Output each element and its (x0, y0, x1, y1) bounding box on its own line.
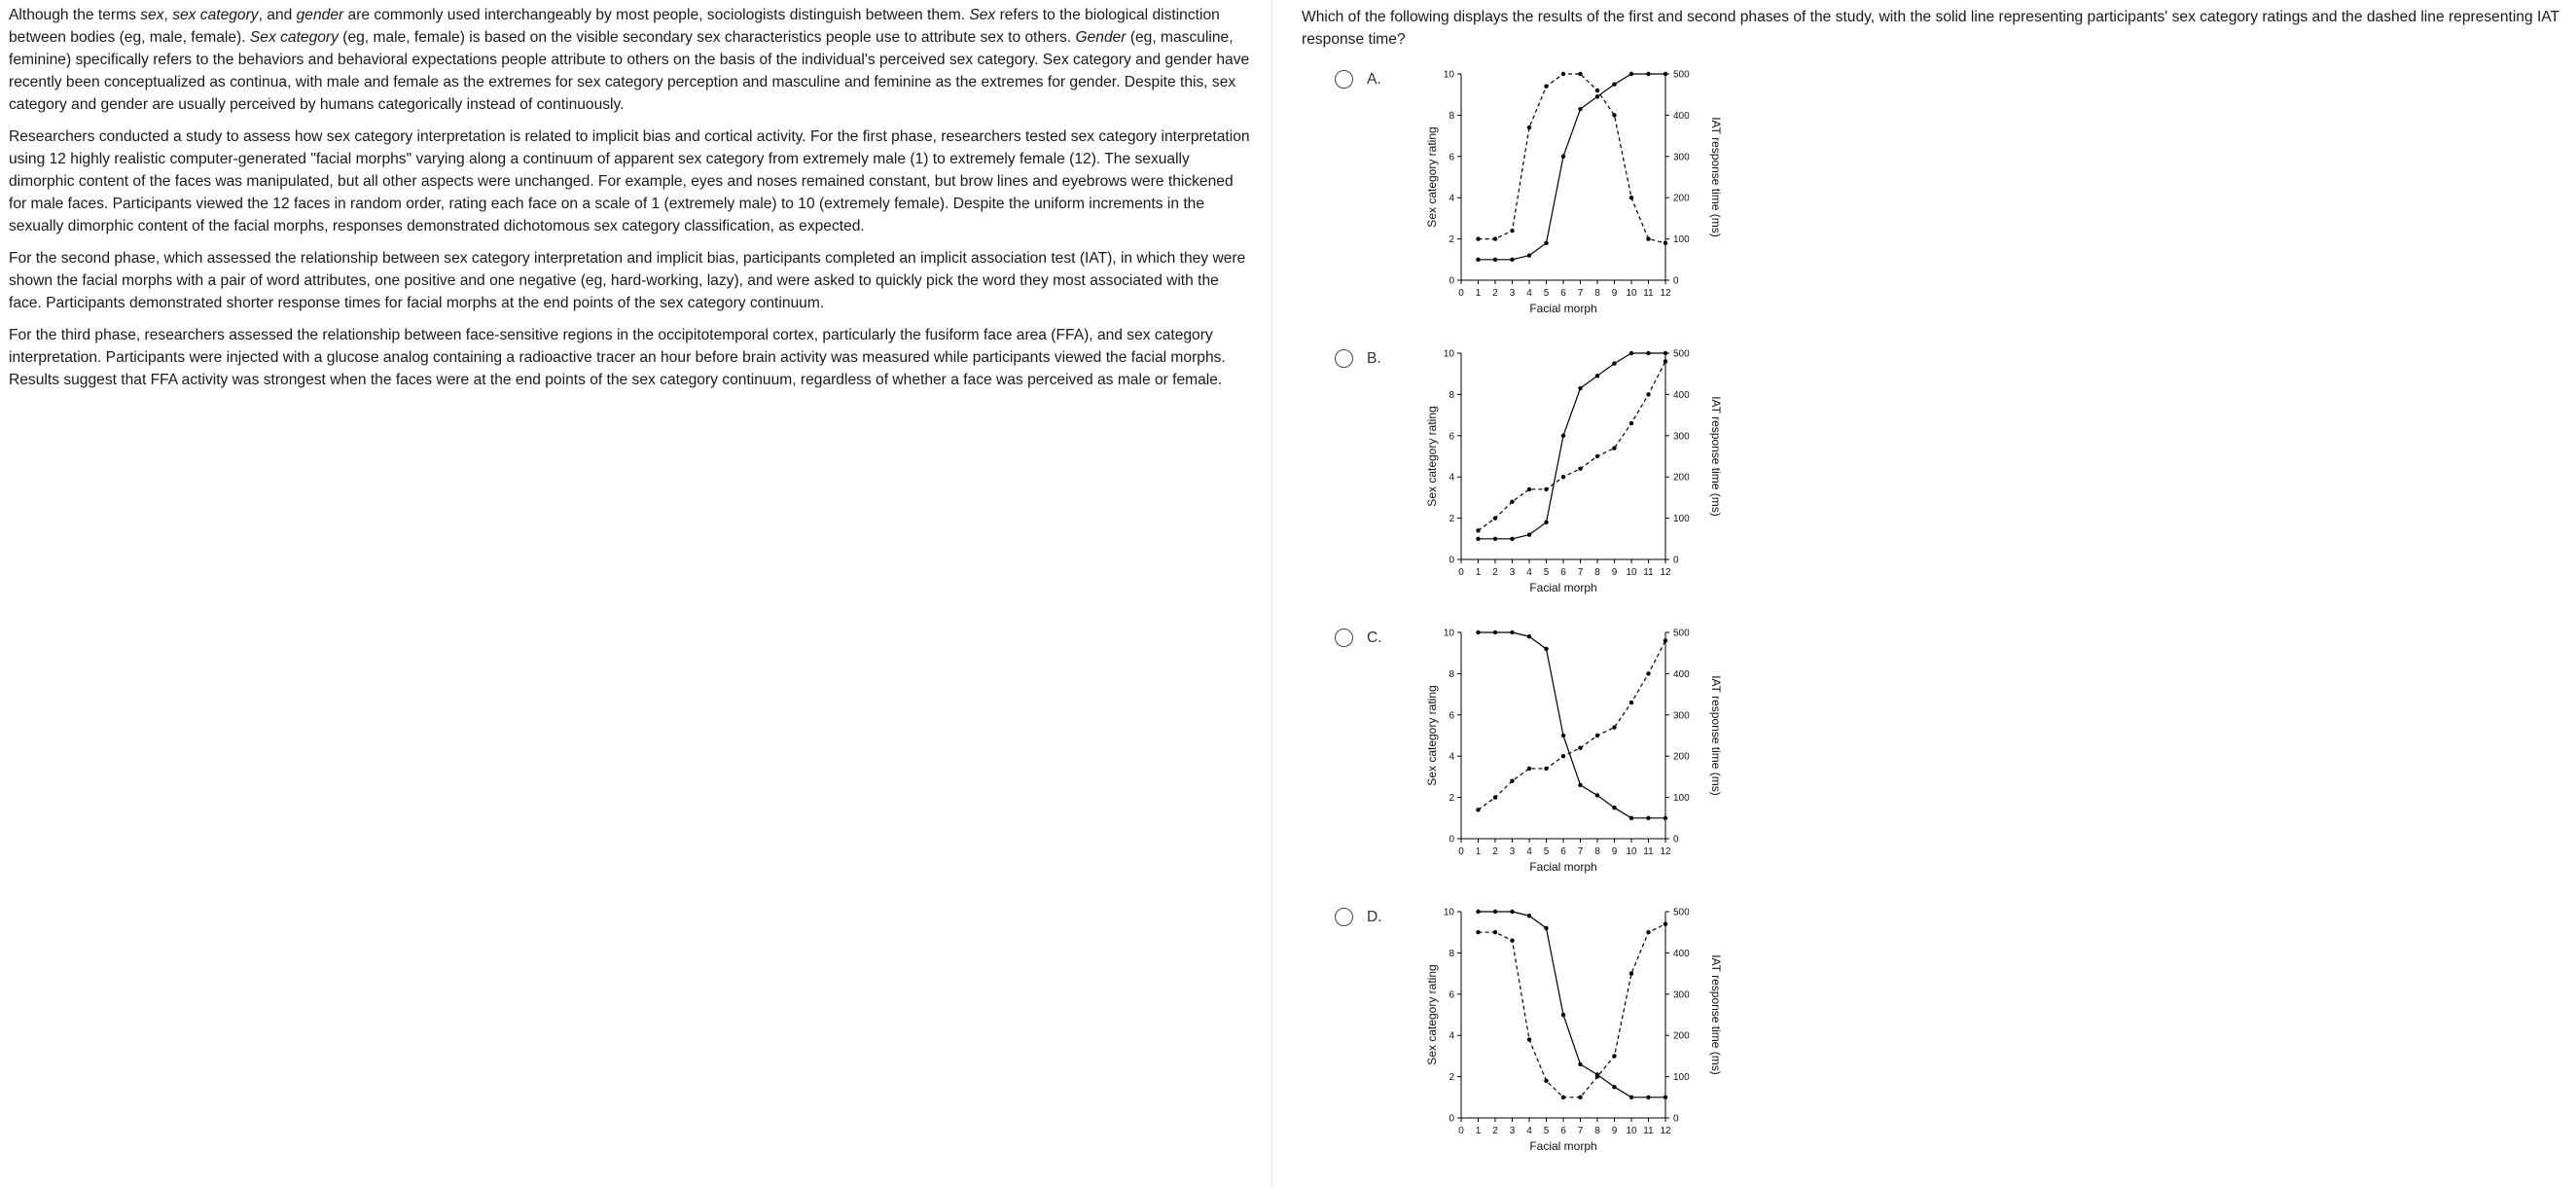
text-run: , (163, 7, 173, 23)
solid-series-point (1527, 914, 1531, 917)
y2-tick-label: 0 (1673, 834, 1679, 845)
x-tick-label: 7 (1577, 846, 1584, 857)
solid-series-point (1664, 351, 1667, 355)
solid-series-point (1510, 910, 1514, 914)
y2-tick-label: 500 (1673, 908, 1690, 918)
y2-tick-label: 100 (1673, 1072, 1690, 1084)
y-tick-label: 0 (1449, 834, 1454, 845)
dashed-series-point (1544, 767, 1548, 771)
dashed-series-point (1476, 528, 1480, 532)
x-tick-label: 4 (1526, 567, 1532, 578)
dashed-series-point (1544, 1079, 1548, 1083)
y-tick-label: 2 (1449, 514, 1454, 525)
passage-pane (0, 0, 1272, 1187)
dashed-series-point (1510, 778, 1514, 782)
dashed-series-point (1646, 930, 1650, 934)
solid-series-point (1527, 532, 1531, 536)
answer-option-b[interactable] (1302, 349, 2576, 629)
dashed-series-point (1612, 113, 1616, 117)
radio-button-d[interactable] (1335, 908, 1353, 926)
x-tick-label: 10 (1626, 846, 1637, 857)
text-run: , and (258, 7, 297, 23)
x-tick-label: 9 (1611, 846, 1618, 857)
y2-tick-label: 300 (1673, 710, 1690, 722)
y2-tick-label: 200 (1673, 193, 1690, 204)
question-stem: Which of the following displays the results of the first and second phases of the study, with the solid line representing participants' sex category ratings and the dashed line representing IAT response time? (1302, 9, 2559, 48)
y2-axis-label: IAT response time (ms) (1709, 954, 1723, 1075)
solid-series-point (1510, 630, 1514, 634)
solid-series-point (1493, 258, 1497, 262)
solid-series-point (1527, 634, 1531, 638)
solid-series-point (1544, 647, 1548, 651)
y-tick-label: 6 (1449, 152, 1454, 163)
passage-paragraph-4: For the third phase, researchers assessed the relationship between face-sensitive regions in the occipitotemporal cortex, particularly the fusiform face area (FFA), and sex category interpretation. Participants were injected with a glucose analog containing a radioactive tracer an hour before brain activity was measured while participants viewed the facial morphs. Results suggest that FFA activity was strongest when the faces were at the end points of the sex category continuum, regardless of whether a face was perceived as male or female. (9, 327, 1226, 388)
dashed-series-point (1629, 971, 1633, 975)
dashed-series-point (1664, 638, 1667, 642)
x-tick-label: 10 (1626, 288, 1637, 299)
y-tick-label: 10 (1443, 908, 1454, 918)
x-tick-label: 2 (1492, 1126, 1498, 1136)
solid-series-point (1544, 241, 1548, 245)
y-axis-label: Sex category rating (1425, 964, 1439, 1065)
x-tick-label: 2 (1492, 288, 1498, 299)
solid-series-point (1612, 361, 1616, 365)
solid-series-point (1493, 537, 1497, 541)
text-run: are commonly used interchangeably by most people, sociologists distinguish between them. (343, 7, 970, 23)
solid-series-point (1646, 1096, 1650, 1099)
y2-tick-label: 200 (1673, 1030, 1690, 1042)
answer-option-c[interactable] (1302, 629, 2576, 908)
dashed-series-point (1493, 236, 1497, 240)
x-tick-label: 2 (1492, 846, 1498, 857)
dashed-series-line (1479, 361, 1666, 530)
dashed-series-point (1629, 421, 1633, 425)
y-axis-label: Sex category rating (1425, 685, 1439, 786)
y-tick-label: 2 (1449, 234, 1454, 246)
y-tick-label: 0 (1449, 1113, 1454, 1125)
dashed-series-point (1629, 196, 1633, 199)
x-tick-label: 4 (1526, 288, 1532, 299)
solid-series-point (1527, 253, 1531, 257)
y-axis-label: Sex category rating (1425, 126, 1439, 228)
x-tick-label: 3 (1509, 846, 1516, 857)
x-tick-label: 12 (1660, 1126, 1671, 1136)
chart-svg (1389, 349, 1730, 612)
solid-series-point (1561, 1013, 1565, 1017)
y2-tick-label: 400 (1673, 668, 1690, 680)
y2-tick-label: 500 (1673, 70, 1690, 81)
dashed-series-point (1476, 930, 1480, 934)
dashed-series-point (1510, 229, 1514, 233)
text-run: Although the terms (9, 7, 141, 23)
option-b-letter: B. (1367, 349, 1381, 367)
solid-series-point (1629, 351, 1633, 355)
x-tick-label: 11 (1643, 1126, 1654, 1136)
x-tick-label: 1 (1475, 1126, 1482, 1136)
dashed-series-point (1561, 754, 1565, 758)
dashed-series-point (1595, 454, 1599, 458)
x-tick-label: 5 (1543, 846, 1550, 857)
y2-axis-label: IAT response time (ms) (1709, 675, 1723, 796)
text-run: (eg, male, female) is based on the visible secondary sex characteristics people use to attribute sex to others. (338, 29, 1076, 46)
radio-button-c[interactable] (1335, 629, 1353, 647)
x-tick-label: 0 (1458, 846, 1464, 857)
x-tick-label: 11 (1643, 288, 1654, 299)
answer-option-a[interactable] (1302, 70, 2576, 349)
x-tick-label: 7 (1577, 1126, 1584, 1136)
solid-series-point (1561, 155, 1565, 159)
x-tick-label: 12 (1660, 288, 1671, 299)
option-d-letter: D. (1367, 908, 1382, 925)
y2-tick-label: 100 (1673, 234, 1690, 246)
solid-series-point (1629, 72, 1633, 76)
dashed-series-point (1561, 475, 1565, 479)
y2-tick-label: 0 (1673, 555, 1679, 566)
x-tick-label: 1 (1475, 288, 1482, 299)
x-tick-label: 3 (1509, 1126, 1516, 1136)
solid-series-point (1510, 537, 1514, 541)
solid-series-point (1612, 1085, 1616, 1089)
y-tick-label: 2 (1449, 793, 1454, 805)
x-tick-label: 7 (1577, 567, 1584, 578)
dashed-series-point (1646, 671, 1650, 675)
dashed-series-point (1561, 1096, 1565, 1099)
dashed-series-point (1493, 795, 1497, 799)
y2-tick-label: 500 (1673, 629, 1690, 639)
y2-tick-label: 400 (1673, 389, 1690, 401)
chart-d (1389, 908, 1730, 1170)
dashed-series-point (1629, 701, 1633, 704)
solid-series-point (1476, 910, 1480, 914)
solid-series-point (1476, 537, 1480, 541)
x-tick-label: 5 (1543, 288, 1550, 299)
dashed-series-point (1578, 467, 1582, 471)
solid-series-point (1595, 374, 1599, 378)
passage-paragraph-1 (9, 4, 1254, 116)
dashed-series-point (1476, 808, 1480, 811)
radio-button-a[interactable] (1335, 70, 1353, 89)
y-tick-label: 8 (1449, 389, 1454, 401)
solid-series-point (1595, 94, 1599, 98)
solid-series-point (1595, 793, 1599, 797)
solid-series-point (1612, 82, 1616, 86)
y-tick-label: 6 (1449, 989, 1454, 1001)
y-tick-label: 4 (1449, 1030, 1454, 1042)
emphasized-term: Sex category (249, 29, 339, 46)
x-tick-label: 7 (1577, 288, 1584, 299)
solid-series-point (1664, 1096, 1667, 1099)
y2-tick-label: 100 (1673, 793, 1690, 805)
x-tick-label: 12 (1660, 846, 1671, 857)
y-tick-label: 0 (1449, 555, 1454, 566)
solid-series-point (1561, 434, 1565, 438)
option-d-select[interactable] (1335, 908, 1382, 926)
chart-b (1389, 349, 1730, 612)
emphasized-term: Sex (969, 7, 996, 23)
solid-series-point (1646, 816, 1650, 820)
y-tick-label: 6 (1449, 710, 1454, 722)
x-tick-label: 11 (1643, 567, 1654, 578)
solid-series-point (1578, 1062, 1582, 1066)
dashed-series-point (1527, 1037, 1531, 1041)
y2-tick-label: 100 (1673, 514, 1690, 525)
y-tick-label: 4 (1449, 751, 1454, 763)
y2-axis-label: IAT response time (ms) (1709, 396, 1723, 517)
y-tick-label: 10 (1443, 349, 1454, 360)
dashed-series-point (1646, 236, 1650, 240)
chart-svg (1389, 908, 1730, 1170)
y2-tick-label: 300 (1673, 152, 1690, 163)
y-tick-label: 10 (1443, 70, 1454, 81)
solid-series-line (1479, 353, 1666, 539)
solid-series-point (1476, 630, 1480, 634)
dashed-series-point (1527, 126, 1531, 129)
y2-tick-label: 200 (1673, 472, 1690, 484)
x-tick-label: 1 (1475, 846, 1482, 857)
solid-series-point (1646, 72, 1650, 76)
x-tick-label: 0 (1458, 567, 1464, 578)
text-run: refers to the biological distinction between bodies (eg, male, female). (9, 7, 1220, 46)
y-tick-label: 6 (1449, 431, 1454, 443)
dashed-series-point (1612, 1054, 1616, 1058)
x-tick-label: 3 (1509, 288, 1516, 299)
emphasized-term: gender (296, 7, 344, 23)
y-tick-label: 8 (1449, 110, 1454, 122)
answer-option-d[interactable] (1302, 908, 2576, 1187)
x-tick-label: 8 (1594, 567, 1600, 578)
y-tick-label: 4 (1449, 472, 1454, 484)
x-axis-label: Facial morph (1529, 581, 1597, 594)
x-axis-label: Facial morph (1529, 860, 1597, 874)
x-tick-label: 4 (1526, 1126, 1532, 1136)
dashed-series-point (1493, 516, 1497, 520)
dashed-series-point (1578, 72, 1582, 76)
x-tick-label: 6 (1560, 1126, 1566, 1136)
x-tick-label: 2 (1492, 567, 1498, 578)
y-tick-label: 0 (1449, 275, 1454, 287)
solid-series-line (1479, 74, 1666, 260)
x-tick-label: 5 (1543, 567, 1550, 578)
dashed-series-point (1510, 499, 1514, 503)
x-tick-label: 1 (1475, 567, 1482, 578)
x-tick-label: 11 (1643, 846, 1654, 857)
x-tick-label: 6 (1560, 567, 1566, 578)
dashed-series-point (1527, 487, 1531, 491)
x-tick-label: 8 (1594, 1126, 1600, 1136)
y-tick-label: 8 (1449, 668, 1454, 680)
emphasized-term: sex (140, 7, 164, 23)
dashed-series-point (1493, 930, 1497, 934)
option-a-letter: A. (1367, 70, 1381, 88)
passage-paragraph-2: Researchers conducted a study to assess how sex category interpretation is related to implicit bias and cortical activity. For the first phase, researchers tested sex category interpretation using 12 highly realistic computer-generated "facial morphs" varying along a continuum of apparent sex category from extremely male (1) to extremely female (12). The sexually dimorphic content of the faces was manipulated, but all other aspects were unchanged. For example, eyes and noses remained constant, but brow lines and eyebrows were thickened for male faces. Participants viewed the 12 faces in random order, rating each face on a scale of 1 (extremely male) to 10 (extremely female). Despite the uniform increments in the sexually dimorphic content of the facial morphs, responses demonstrated dichotomous sex category classification, as expected. (9, 128, 1250, 234)
solid-series-point (1664, 72, 1667, 76)
x-tick-label: 3 (1509, 567, 1516, 578)
dashed-series-line (1479, 924, 1666, 1097)
dashed-series-point (1595, 1074, 1599, 1078)
x-tick-label: 9 (1611, 288, 1618, 299)
dashed-series-point (1578, 746, 1582, 750)
x-tick-label: 10 (1626, 567, 1637, 578)
x-axis-label: Facial morph (1529, 302, 1597, 315)
y2-tick-label: 400 (1673, 110, 1690, 122)
y2-tick-label: 300 (1673, 431, 1690, 443)
dashed-series-point (1595, 734, 1599, 737)
dashed-series-point (1476, 236, 1480, 240)
solid-series-line (1479, 632, 1666, 818)
x-tick-label: 8 (1594, 846, 1600, 857)
x-tick-label: 4 (1526, 846, 1532, 857)
dashed-series-point (1646, 392, 1650, 396)
y-tick-label: 10 (1443, 629, 1454, 639)
dashed-series-point (1612, 725, 1616, 729)
emphasized-term: sex category (172, 7, 259, 23)
y2-tick-label: 0 (1673, 275, 1679, 287)
dashed-series-point (1578, 1096, 1582, 1099)
chart-svg (1389, 70, 1730, 333)
x-tick-label: 0 (1458, 288, 1464, 299)
dashed-series-point (1544, 487, 1548, 491)
option-b-select[interactable] (1335, 349, 1381, 368)
x-tick-label: 8 (1594, 288, 1600, 299)
chart-c (1389, 629, 1730, 891)
solid-series-line (1479, 912, 1666, 1097)
y2-tick-label: 400 (1673, 948, 1690, 959)
y2-tick-label: 0 (1673, 1113, 1679, 1125)
solid-series-point (1578, 386, 1582, 390)
solid-series-point (1629, 816, 1633, 820)
solid-series-point (1510, 258, 1514, 262)
x-tick-label: 9 (1611, 1126, 1618, 1136)
chart-a (1389, 70, 1730, 333)
solid-series-point (1544, 521, 1548, 524)
dashed-series-point (1664, 359, 1667, 363)
option-c-letter: C. (1367, 629, 1382, 646)
dashed-series-point (1510, 938, 1514, 942)
dashed-series-point (1527, 767, 1531, 771)
solid-series-point (1629, 1096, 1633, 1099)
solid-series-point (1561, 734, 1565, 737)
x-axis-label: Facial morph (1529, 1139, 1597, 1153)
radio-button-b[interactable] (1335, 349, 1353, 368)
x-tick-label: 12 (1660, 567, 1671, 578)
solid-series-point (1578, 783, 1582, 787)
y-tick-label: 2 (1449, 1072, 1454, 1084)
dashed-series-point (1612, 446, 1616, 450)
chart-svg (1389, 629, 1730, 891)
dashed-series-line (1479, 640, 1666, 809)
x-tick-label: 5 (1543, 1126, 1550, 1136)
dashed-series-point (1561, 72, 1565, 76)
y2-tick-label: 500 (1673, 349, 1690, 360)
y-tick-label: 4 (1449, 193, 1454, 204)
dashed-series-point (1595, 89, 1599, 92)
solid-series-point (1493, 910, 1497, 914)
question-pane (1272, 0, 2576, 1187)
solid-series-point (1578, 107, 1582, 111)
emphasized-term: Gender (1075, 29, 1127, 46)
dashed-series-line (1479, 74, 1666, 243)
x-tick-label: 0 (1458, 1126, 1464, 1136)
x-tick-label: 6 (1560, 846, 1566, 857)
option-a-select[interactable] (1335, 70, 1381, 89)
solid-series-point (1646, 351, 1650, 355)
x-tick-label: 6 (1560, 288, 1566, 299)
solid-series-point (1544, 926, 1548, 930)
dashed-series-point (1664, 922, 1667, 926)
text-run: (eg, masculine, feminine) specifically refers to the behaviors and behavioral expectations people attribute to others on the basis of the individual's perceived sex category. Sex category and gender have recently been conceptualized as continua, with male and female as the extremes for sex category perception and masculine and feminine as the extremes for gender. Despite this, sex category and gender are usually perceived by humans categorically instead of continuously. (9, 29, 1250, 113)
y-axis-label: Sex category rating (1425, 406, 1439, 507)
dashed-series-point (1664, 241, 1667, 245)
y2-tick-label: 200 (1673, 751, 1690, 763)
solid-series-point (1476, 258, 1480, 262)
x-tick-label: 9 (1611, 567, 1618, 578)
passage-paragraph-3: For the second phase, which assessed the relationship between sex category interpretation and implicit bias, participants completed an implicit association test (IAT), in which they were shown the facial morphs with a pair of word attributes, one positive and one negative (eg, hard-working, lazy), and were asked to quickly pick the word they most associated with the face. Participants demonstrated shorter response times for facial morphs at the end points of the sex category continuum. (9, 250, 1246, 311)
solid-series-point (1664, 816, 1667, 820)
solid-series-point (1493, 630, 1497, 634)
option-c-select[interactable] (1335, 629, 1382, 647)
solid-series-point (1612, 806, 1616, 809)
y-tick-label: 8 (1449, 948, 1454, 959)
y2-axis-label: IAT response time (ms) (1709, 117, 1723, 237)
x-tick-label: 10 (1626, 1126, 1637, 1136)
y2-tick-label: 300 (1673, 989, 1690, 1001)
dashed-series-point (1544, 85, 1548, 89)
